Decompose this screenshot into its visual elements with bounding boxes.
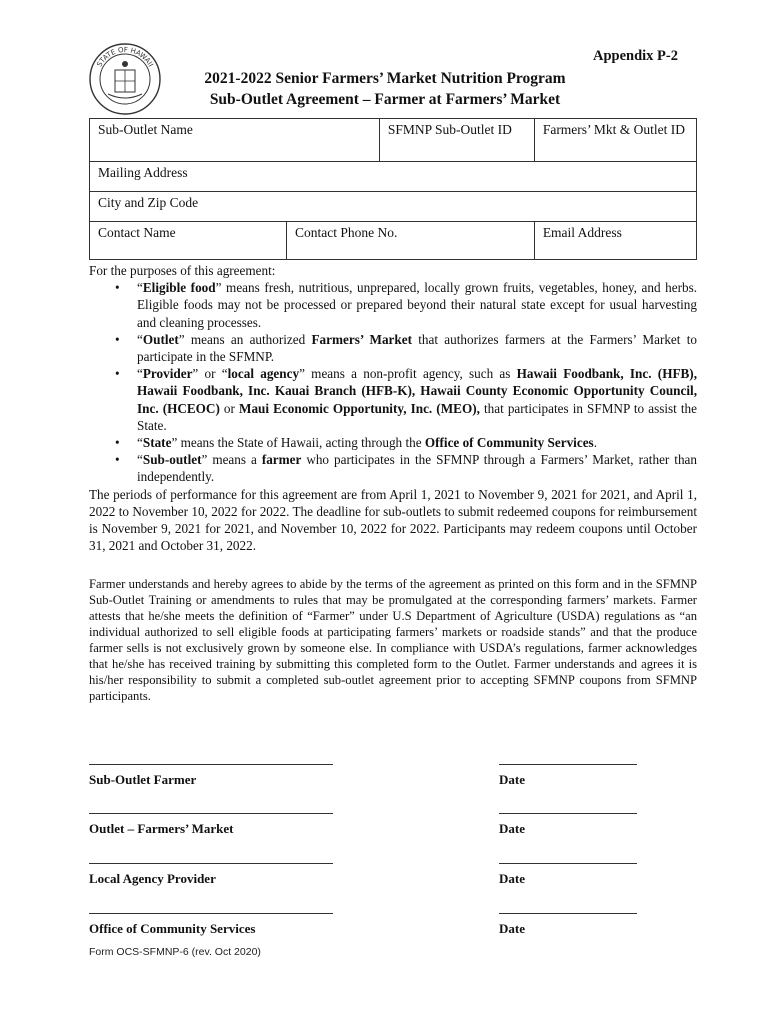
document-title	[170, 68, 600, 110]
signature-line[interactable]	[89, 801, 333, 814]
signature-label: Office of Community Services	[89, 921, 256, 936]
definition-outlet: • “Outlet” means an authorized Farmers’ Market that authorizes farmers at the Farmers’ Market to participate in the SFMNP.	[137, 331, 697, 365]
definitions-list	[89, 279, 697, 485]
signature-label: Local Agency Provider	[89, 871, 216, 886]
date-label: Date	[499, 821, 525, 836]
sub-outlet-info-table	[89, 118, 697, 260]
appendix-label: Appendix P-2	[592, 48, 678, 64]
definition-state: • “State” means the State of Hawaii, acting through the Office of Community Services.	[137, 434, 697, 451]
form-number-footer: Form OCS-SFMNP-6 (rev. Oct 2020)	[89, 946, 261, 958]
state-seal-icon	[88, 42, 162, 116]
sub-outlet-name-field[interactable]: Sub-Outlet Name	[90, 119, 380, 162]
signature-line[interactable]	[89, 752, 333, 765]
farmers-mkt-outlet-id-field[interactable]: Farmers’ Mkt & Outlet ID	[534, 119, 696, 162]
svg-text:STATE OF HAWAII: STATE OF HAWAII	[95, 45, 155, 69]
date-line[interactable]	[499, 801, 637, 814]
title-line-2: Sub-Outlet Agreement – Farmer at Farmers’ Market	[209, 91, 561, 108]
date-label: Date	[499, 772, 525, 787]
date-line[interactable]	[499, 851, 637, 864]
signature-block-local-agency-provider	[89, 851, 697, 887]
definition-provider: • “Provider” or “local agency” means a non-profit agency, such as Hawaii Foodbank, Inc. (HFB), Hawaii Foodbank, Inc. Kauai Branch (HFB-K), Hawaii County Economic Opportunity Council, Inc. (HCEOC) or Maui Economic Opportunity, Inc. (MEO), that participates in SFMNP to assist the State.	[137, 365, 697, 434]
sfmnp-sub-outlet-id-field[interactable]: SFMNP Sub-Outlet ID	[379, 119, 534, 162]
contact-phone-field[interactable]: Contact Phone No.	[287, 222, 535, 260]
signature-label: Outlet – Farmers’ Market	[89, 821, 234, 836]
definition-eligible-food: • “Eligible food” means fresh, nutritious, unprepared, locally grown fruits, vegetables, honey, and herbs. Eligible foods may not be processed or prepared beyond their natural state except for usual harvesting and cleaning processes.	[137, 279, 697, 331]
signature-line[interactable]	[89, 901, 333, 914]
date-label: Date	[499, 921, 525, 936]
agreement-body	[89, 262, 697, 704]
city-zip-field[interactable]: City and Zip Code	[90, 192, 697, 222]
title-line-1: 2021-2022 Senior Farmers’ Market Nutrition Program	[204, 70, 566, 87]
signature-label: Sub-Outlet Farmer	[89, 772, 197, 787]
email-address-field[interactable]: Email Address	[534, 222, 696, 260]
date-label: Date	[499, 871, 525, 886]
signature-line[interactable]	[89, 851, 333, 864]
signature-block-sub-outlet-farmer	[89, 752, 697, 788]
contact-name-field[interactable]: Contact Name	[90, 222, 287, 260]
definitions-intro: For the purposes of this agreement:	[89, 263, 276, 278]
date-line[interactable]	[499, 901, 637, 914]
definition-sub-outlet: • “Sub-outlet” means a farmer who participates in the SFMNP through a Farmers’ Market, rather than independently.	[137, 451, 697, 485]
performance-periods-paragraph: The periods of performance for this agreement are from April 1, 2021 to November 9, 2021 for 2021, and April 1, 2022 to November 10, 2022 for 2022. The deadline for sub-outlets to submit redeemed coupons for reimbursement is November 9, 2021 for 2021, and November 10, 2022 for 2022. Participants may redeem coupons until October 31, 2021 and October 31, 2022.	[89, 486, 697, 554]
mailing-address-field[interactable]: Mailing Address	[90, 162, 697, 192]
signature-block-outlet-farmers-market	[89, 801, 697, 837]
farmer-terms-paragraph: Farmer understands and hereby agrees to abide by the terms of the agreement as printed on this form and in the SFMNP Sub-Outlet Training or amendments to rules that may be promulgated at the corresponding farmers’ markets. Farmer attests that he/she meets the definition of “Farmer” under U.S Department of Agriculture (USDA) regulations as “an individual authorized to sell eligible foods at participating farmers’ markets or roadside stands” and that the produce farmer sells is not exclusively grown by someone else. In compliance with USDA’s regulations, farmer acknowledges that he/she has received training by submitting this completed form to the Outlet. Farmer understands and agrees it is his/her responsibility to submit a completed sub-outlet agreement prior to accepting SFMNP coupons from SFMNP participants.	[89, 577, 697, 704]
signature-block-office-of-community-services	[89, 901, 697, 937]
date-line[interactable]	[499, 752, 637, 765]
